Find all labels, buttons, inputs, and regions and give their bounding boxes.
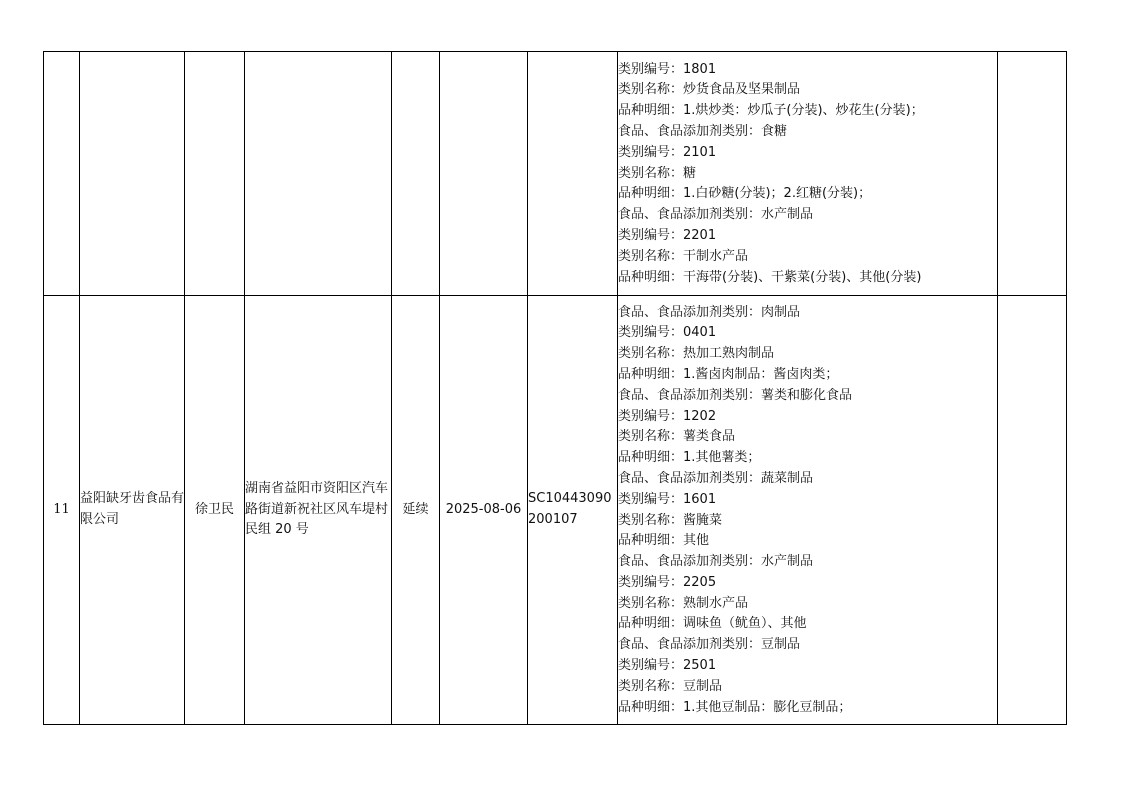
detail-line: 类别名称：熟制水产品: [618, 595, 749, 611]
detail-line: 类别编号：2501: [618, 658, 717, 674]
detail-line: 类别编号：2101: [618, 144, 717, 160]
table-row: [44, 52, 1067, 296]
license-number: SC10443090200107: [528, 296, 618, 725]
address: 湖南省益阳市资阳区汽车路街道新祝社区风车堤村民组 20 号: [245, 296, 392, 725]
detail-line: 品种明细：1.酱卤肉制品：酱卤肉类；: [618, 366, 839, 382]
detail-line: 类别编号：0401: [618, 325, 717, 341]
address: [245, 52, 392, 296]
application-type: 延续: [392, 296, 440, 725]
detail-line: 食品、食品添加剂类别：薯类和膨化食品: [618, 387, 853, 403]
remark: [998, 296, 1067, 725]
detail-line: 类别名称：豆制品: [618, 678, 723, 694]
detail-line: 类别名称：干制水产品: [618, 248, 749, 264]
detail-line: 食品、食品添加剂类别：食糖: [618, 124, 788, 139]
row-index: 11: [44, 296, 80, 725]
detail-line: 品种明细：1.烘炒类：炒瓜子(分装)、炒花生(分装)；: [618, 103, 924, 119]
legal-person: [185, 52, 245, 296]
detail-line: 品种明细：1.白砂糖(分装)；2.红糖(分装)；: [618, 186, 872, 202]
issue-date: [440, 52, 528, 296]
application-type: [392, 52, 440, 296]
issue-date: 2025-08-06: [440, 296, 528, 725]
company-name: 益阳缺牙齿食品有限公司: [80, 296, 185, 725]
detail-line: 品种明细：干海带(分装)、干紫菜(分装)、其他(分装): [618, 269, 922, 285]
detail-line: 类别编号：1601: [618, 491, 717, 507]
license-number: [528, 52, 618, 296]
table-row: [44, 296, 1067, 725]
detail-line: 类别编号：2205: [618, 574, 717, 590]
category-details: [618, 296, 998, 725]
detail-line: 食品、食品添加剂类别：肉制品: [618, 304, 801, 320]
detail-line: 品种明细：调味鱼（鱿鱼）、其他: [618, 616, 807, 632]
detail-line: 类别名称：炒货食品及坚果制品: [618, 82, 801, 98]
detail-line: 类别编号：1801: [618, 61, 717, 77]
detail-line: 食品、食品添加剂类别：水产制品: [618, 554, 814, 570]
detail-line: 食品、食品添加剂类别：水产制品: [618, 207, 814, 223]
remark: [998, 52, 1067, 296]
detail-line: 食品、食品添加剂类别：蔬菜制品: [618, 470, 814, 486]
detail-line: 类别编号：1202: [618, 408, 717, 424]
company-name: [80, 52, 185, 296]
detail-line: 品种明细：1.其他豆制品：膨化豆制品；: [618, 699, 852, 715]
detail-line: 品种明细：其他: [618, 533, 710, 549]
detail-line: 类别名称：热加工熟肉制品: [618, 346, 775, 362]
detail-line: 品种明细：1.其他薯类；: [618, 450, 761, 466]
detail-line: 类别名称：酱腌菜: [618, 512, 723, 528]
license-table: [43, 51, 1067, 725]
row-index: [44, 52, 80, 296]
detail-line: 食品、食品添加剂类别：豆制品: [618, 637, 801, 653]
legal-person: 徐卫民: [185, 296, 245, 725]
detail-line: 类别编号：2201: [618, 227, 717, 243]
detail-line: 类别名称：薯类食品: [618, 429, 736, 445]
category-details: [618, 52, 998, 296]
detail-line: 类别名称：糖: [618, 165, 697, 181]
